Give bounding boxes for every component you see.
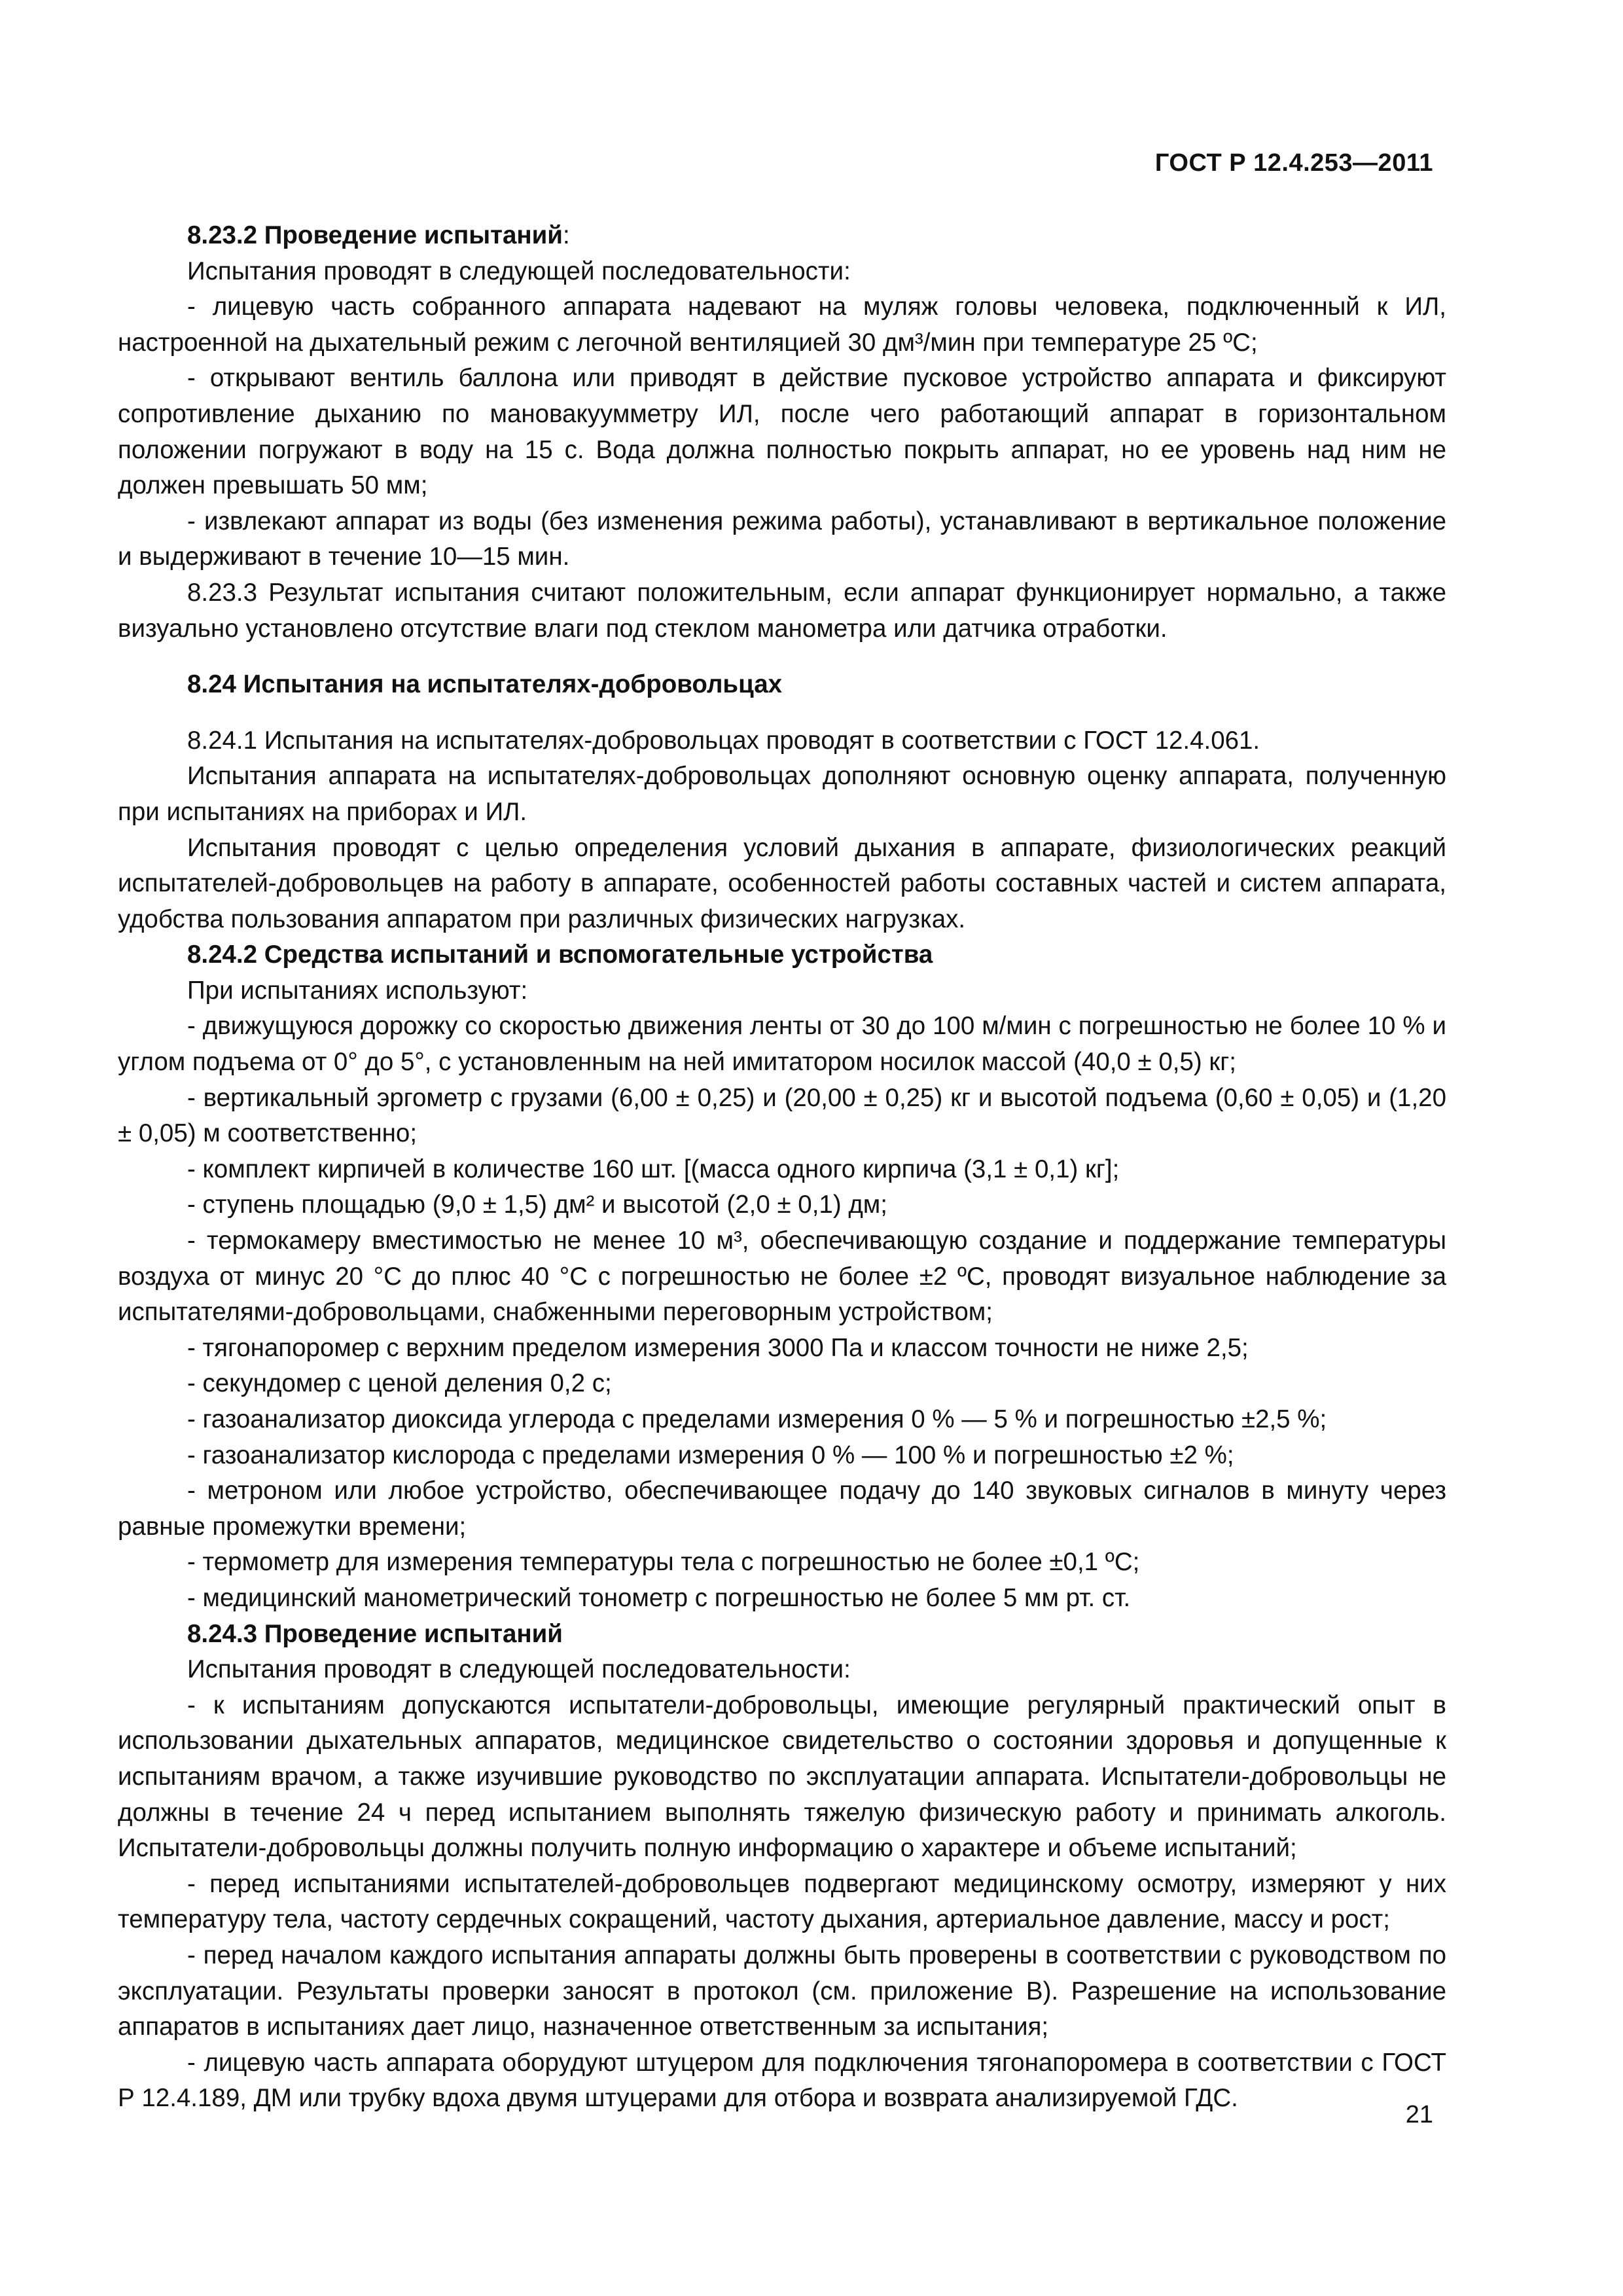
body-paragraph: - медицинский манометрический тонометр с погрешностью не более 5 мм рт. ст. (187, 1583, 1131, 1612)
body-paragraph: Испытания проводят в следующей последовательности: (187, 257, 851, 285)
subsection-paragraph (118, 937, 1446, 973)
body-paragraph: Испытания проводят в следующей последовательности: (187, 1655, 851, 1684)
body-paragraph: Испытания аппарата на испытателях-добровольцах дополняют основную оценку аппарата, полученную при испытаниях на приборах и ИЛ. (118, 762, 1446, 826)
body-paragraph: - термометр для измерения температуры тела с погрешностью не более ±0,1 ºС; (187, 1548, 1140, 1577)
body-paragraph: - ступень площадью (9,0 ± 1,5) дм² и высотой (2,0 ± 0,1) дм; (187, 1191, 887, 1219)
subsection-paragraph (118, 218, 1446, 254)
document-body (118, 218, 1446, 2117)
subsection-paragraph (118, 1617, 1446, 1653)
body-paragraph: - к испытаниям допускаются испытатели-добровольцы, имеющие регулярный практический опыт в использовании дыхательных аппаратов, медицинское свидетельство о состоянии здоровья и допущенные к испытаниям врачом, а также изучившие руководство по эксплуатации аппарата. Испытатели-добровольцы не должны в течение 24 ч перед испытанием выполнять тяжелую физическую работу и принимать алкоголь. Испытатели-добровольцы должны получить полную информацию о характере и объеме испытаний; (118, 1691, 1446, 1863)
body-paragraph: - метроном или любое устройство, обеспечивающее подачу до 140 звуковых сигналов в минуту через равные промежутки времени; (118, 1477, 1446, 1541)
page-number: 21 (1405, 2101, 1433, 2128)
body-paragraph: Испытания проводят с целью определения условий дыхания в аппарате, физиологических реакций испытателей-добровольцев на работу в аппарате, особенностей работы составных частей и систем аппарата, удобства пользования аппаратом при различных физических нагрузках. (118, 833, 1446, 933)
body-paragraph: - перед началом каждого испытания аппараты должны быть проверены в соответствии с руководством по эксплуатации. Результаты проверки заносят в протокол (см. приложение В). Разрешение на использование аппаратов в испытаниях дает лицо, назначенное ответственным за испытания; (118, 1941, 1446, 2041)
body-paragraph: 8.24.1 Испытания на испытателях-добровольцах проводят в соответствии с ГОСТ 12.4.061. (187, 726, 1260, 755)
subsection-tail: : (562, 221, 570, 249)
section-heading: 8.24 Испытания на испытателях-добровольцах (187, 670, 783, 699)
body-paragraph: При испытаниях используют: (187, 976, 528, 1005)
body-paragraph: - перед испытаниями испытателей-добровольцев подвергают медицинскому осмотру, измеряют у них температуру тела, частоту сердечных сокращений, частоту дыхания, артериальное давление, массу и рост; (118, 1869, 1446, 1934)
body-paragraph: - вертикальный эргометр с грузами (6,00 ± 0,25) и (20,00 ± 0,25) кг и высотой подъема (0,60 ± 0,05) и (1,20 ± 0,05) м соответственно; (118, 1083, 1446, 1148)
standard-header: ГОСТ Р 12.4.253—2011 (1154, 149, 1433, 177)
subsection-title: 8.23.2 Проведение испытаний (187, 221, 563, 249)
body-paragraph: - секундомер с ценой деления 0,2 с; (187, 1369, 612, 1398)
body-paragraph: - движущуюся дорожку со скоростью движения ленты от 30 до 100 м/мин с погрешностью не более 10 % и углом подъема от 0° до 5°, с установленным на ней имитатором носилок массой (40,0 ± 0,5) кг; (118, 1012, 1446, 1077)
body-paragraph: - термокамеру вместимостью не менее 10 м³, обеспечивающую создание и поддержание температуры воздуха от минус 20 °С до плюс 40 °С с погрешностью не более ±2 ºС, проводят визуальное наблюдение за испытателями-добровольцами, снабженными переговорным устройством; (118, 1227, 1446, 1327)
subsection-title: 8.24.3 Проведение испытаний (187, 1619, 563, 1648)
body-paragraph: - лицевую часть собранного аппарата надевают на муляж головы человека, подключенный к ИЛ, настроенной на дыхательный режим с легочной вентиляцией 30 дм³/мин при температуре 25 ºС; (118, 293, 1446, 357)
body-paragraph: - извлекают аппарат из воды (без изменения режима работы), устанавливают в вертикальное положение и выдерживают в течение 10—15 мин. (118, 507, 1446, 571)
body-paragraph: - комплект кирпичей в количестве 160 шт. [(масса одного кирпича (3,1 ± 0,1) кг]; (187, 1155, 1120, 1183)
body-paragraph: - лицевую часть аппарата оборудуют штуцером для подключения тягонапоромера в соответствии с ГОСТ Р 12.4.189, ДМ или трубку вдоха двумя штуцерами для отбора и возврата анализируемой ГДС. (118, 2048, 1446, 2113)
body-paragraph: - газоанализатор диоксида углерода с пределами измерения 0 % — 5 % и погрешностью ±2,5 %; (187, 1405, 1327, 1433)
body-paragraph: - газоанализатор кислорода с пределами измерения 0 % — 100 % и погрешностью ±2 %; (187, 1441, 1234, 1469)
subsection-title: 8.24.2 Средства испытаний и вспомогательные устройства (187, 941, 933, 969)
body-paragraph: - тягонапоромер с верхним пределом измерения 3000 Па и классом точности не ниже 2,5; (187, 1333, 1249, 1362)
body-paragraph: - открывают вентиль баллона или приводят в действие пусковое устройство аппарата и фиксируют сопротивление дыханию по мановакуумметру ИЛ, после чего работающий аппарат в горизонтальном положении погружают в воду на 15 с. Вода должна полностью покрыть аппарат, но ее уровень над ним не должен превышать 50 мм; (118, 364, 1446, 500)
body-paragraph: 8.23.3 Результат испытания считают положительным, если аппарат функционирует нормально, а также визуально установлено отсутствие влаги под стеклом манометра или датчика отработки. (118, 578, 1446, 643)
